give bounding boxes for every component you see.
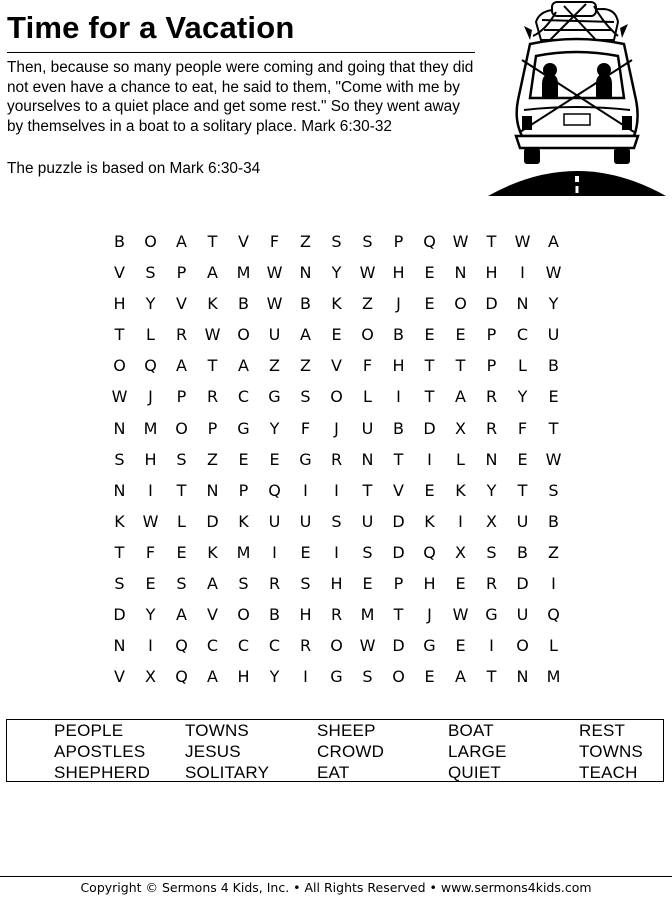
grid-letter[interactable]: Z [269,356,280,376]
grid-letter[interactable]: N [206,480,219,500]
grid-letter[interactable]: A [207,263,218,283]
grid-letter[interactable]: H [423,574,436,594]
grid-letter[interactable]: P [238,480,249,500]
grid-letter[interactable]: C [237,387,250,407]
grid-letter[interactable]: M [143,418,158,438]
grid-letter[interactable]: T [393,605,404,625]
grid-letter[interactable]: O [454,294,467,314]
grid-letter[interactable]: L [518,356,527,376]
grid-letter[interactable]: E [455,574,466,594]
grid-letter[interactable]: V [114,667,125,687]
grid-letter[interactable]: P [393,232,404,251]
grid-letter[interactable]: Q [423,542,436,562]
grid-letter[interactable]: W [266,294,283,314]
grid-letter[interactable]: M [236,263,251,283]
word-list-item: EAT [317,763,350,782]
grid-letter[interactable]: G [268,387,281,407]
word-list-item: JESUS [185,742,241,761]
grid-letter[interactable]: H [144,449,157,469]
word-list-item: LARGE [448,742,507,761]
grid-letter[interactable]: I [148,636,153,656]
grid-letter[interactable]: I [458,511,463,531]
grid-letter[interactable]: B [393,325,404,345]
grid-letter[interactable]: U [547,325,560,345]
grid-letter[interactable]: I [551,574,556,594]
grid-letter[interactable]: W [266,263,283,283]
grid-letter[interactable]: B [548,356,559,376]
grid-letter[interactable]: G [423,636,436,656]
grid-letter[interactable]: R [485,387,498,407]
grid-letter[interactable]: T [455,356,466,376]
grid-letter[interactable]: E [455,636,466,656]
grid-letter[interactable]: C [237,636,250,656]
grid-letter[interactable]: N [299,263,312,283]
grid-letter[interactable]: Y [145,605,156,625]
grid-letter[interactable]: A [207,574,218,594]
grid-letter[interactable]: T [486,232,497,251]
word-list-item: QUIET [448,763,501,782]
grid-letter[interactable]: W [142,511,159,531]
grid-letter[interactable]: N [113,636,126,656]
grid-letter[interactable]: S [486,542,497,562]
grid-letter[interactable]: D [516,574,529,594]
grid-letter[interactable]: R [330,449,343,469]
grid-letter[interactable]: V [331,356,342,376]
grid-letter[interactable]: C [268,636,281,656]
grid-letter[interactable]: F [362,356,373,376]
grid-letter[interactable]: K [424,511,435,531]
grid-letter[interactable]: X [455,542,466,562]
grid-letter[interactable]: Y [269,418,280,438]
grid-letter[interactable]: O [392,667,405,687]
grid-letter[interactable]: I [396,387,401,407]
grid-letter[interactable]: G [299,449,312,469]
grid-letter[interactable]: K [331,294,342,314]
grid-letter[interactable]: X [455,418,466,438]
grid-letter[interactable]: T [517,480,528,500]
word-list-item: TEACH [579,763,638,782]
word-list-box [6,719,664,782]
grid-letter[interactable]: D [485,294,498,314]
car-with-luggage-icon [486,0,668,200]
grid-letter[interactable]: E [424,263,435,283]
grid-letter[interactable]: Y [548,294,559,314]
grid-letter[interactable]: O [175,418,188,438]
grid-letter[interactable]: T [207,232,218,251]
grid-letter[interactable]: E [269,449,280,469]
grid-letter[interactable]: A [548,232,559,251]
grid-letter[interactable]: Z [548,542,559,562]
word-list-item: BOAT [448,721,494,740]
word-list-item: REST [579,721,626,740]
grid-letter[interactable]: Y [269,667,280,687]
grid-letter[interactable]: A [238,356,249,376]
grid-letter[interactable]: E [145,574,156,594]
grid-letter[interactable]: D [392,636,405,656]
grid-letter[interactable]: E [424,325,435,345]
grid-letter[interactable]: Y [517,387,528,407]
word-list-item: SHEPHERD [54,763,151,782]
grid-letter[interactable]: A [300,325,311,345]
grid-letter[interactable]: W [452,232,469,251]
grid-letter[interactable]: D [392,542,405,562]
word-list-item: SHEEP [317,721,376,740]
grid-letter[interactable]: K [114,511,125,531]
grid-letter[interactable]: G [237,418,250,438]
grid-letter[interactable]: E [424,480,435,500]
grid-letter[interactable]: H [237,667,250,687]
grid-letter[interactable]: T [176,480,187,500]
grid-letter[interactable]: B [548,511,559,531]
grid-letter[interactable]: H [330,574,343,594]
word-list-item: PEOPLE [54,721,124,740]
grid-letter[interactable]: J [334,418,339,438]
grid-letter[interactable]: B [300,294,311,314]
grid-letter[interactable]: T [362,480,373,500]
grid-letter[interactable]: I [303,480,308,500]
grid-letter[interactable]: R [268,574,281,594]
grid-letter[interactable]: E [300,542,311,562]
grid-letter[interactable]: F [269,232,280,251]
grid-letter[interactable]: E [331,325,342,345]
grid-letter[interactable]: W [111,387,128,407]
grid-letter[interactable]: I [148,480,153,500]
grid-letter[interactable]: U [516,605,529,625]
copyright-footer: Copyright © Sermons 4 Kids, Inc. • All Rights Reserved • www.sermons4kids.com [80,880,592,895]
grid-letter[interactable]: Q [175,667,188,687]
grid-letter[interactable]: G [485,605,498,625]
grid-letter[interactable]: U [268,325,281,345]
grid-letter[interactable]: E [548,387,559,407]
grid-letter[interactable]: O [237,605,250,625]
grid-letter[interactable]: Z [300,356,311,376]
grid-letter[interactable]: A [176,356,187,376]
grid-letter[interactable]: O [144,232,157,251]
grid-letter[interactable]: A [176,232,187,251]
puzzle-source-note: The puzzle is based on Mark 6:30-34 [7,160,261,177]
grid-letter[interactable]: E [176,542,187,562]
grid-letter[interactable]: E [362,574,373,594]
grid-letter[interactable]: V [114,263,125,283]
grid-letter[interactable]: P [393,574,404,594]
grid-letter[interactable]: A [176,605,187,625]
grid-letter[interactable]: L [549,636,558,656]
word-search-grid [104,230,569,696]
grid-letter[interactable]: T [114,325,125,345]
grid-letter[interactable]: B [269,605,280,625]
grid-letter[interactable]: C [206,636,219,656]
grid-letter[interactable]: Z [362,294,373,314]
word-list-item: APOSTLES [54,742,146,761]
grid-letter[interactable]: E [424,667,435,687]
grid-letter[interactable]: Z [207,449,218,469]
grid-letter[interactable]: O [237,325,250,345]
grid-letter[interactable]: H [485,263,498,283]
grid-letter[interactable]: R [206,387,219,407]
grid-letter[interactable]: R [175,325,188,345]
grid-letter[interactable]: Y [145,294,156,314]
grid-letter[interactable]: L [177,511,186,531]
grid-letter[interactable]: X [486,511,497,531]
footer-divider [0,876,672,877]
grid-letter[interactable]: T [393,449,404,469]
grid-letter[interactable]: H [113,294,126,314]
grid-letter[interactable]: W [514,232,531,251]
grid-letter[interactable]: U [299,511,312,531]
grid-letter[interactable]: F [145,542,156,562]
grid-letter[interactable]: S [176,574,187,594]
grid-letter[interactable]: S [114,574,125,594]
grid-letter[interactable]: T [424,387,435,407]
grid-letter[interactable]: W [359,263,376,283]
grid-letter[interactable]: B [114,232,125,251]
grid-letter[interactable]: H [299,605,312,625]
grid-letter[interactable]: S [300,387,311,407]
grid-letter[interactable]: S [362,542,373,562]
grid-letter[interactable]: S [331,511,342,531]
grid-letter[interactable]: T [114,542,125,562]
word-list-item: TOWNS [185,721,249,740]
grid-letter[interactable]: N [485,449,498,469]
grid-letter[interactable]: Q [423,232,436,251]
grid-letter[interactable]: Q [175,636,188,656]
grid-letter[interactable]: N [516,667,529,687]
grid-letter[interactable]: L [363,387,372,407]
grid-letter[interactable]: K [207,294,218,314]
grid-letter[interactable]: L [146,325,155,345]
grid-letter[interactable]: E [238,449,249,469]
grid-letter[interactable]: T [424,356,435,376]
grid-letter[interactable]: D [206,511,219,531]
grid-letter[interactable]: N [516,294,529,314]
grid-letter[interactable]: I [334,542,339,562]
grid-letter[interactable]: O [330,387,343,407]
grid-letter[interactable]: W [545,263,562,283]
grid-letter[interactable]: B [238,294,249,314]
grid-letter[interactable]: K [207,542,218,562]
grid-letter[interactable]: I [334,480,339,500]
word-list-item: TOWNS [579,742,643,761]
grid-letter[interactable]: P [176,263,187,283]
grid-letter[interactable]: P [486,325,497,345]
grid-letter[interactable]: O [361,325,374,345]
grid-letter[interactable]: P [207,418,218,438]
grid-letter[interactable]: I [303,667,308,687]
grid-letter[interactable]: S [331,232,342,251]
grid-letter[interactable]: K [238,511,249,531]
grid-letter[interactable]: B [393,418,404,438]
grid-letter[interactable]: I [272,542,277,562]
grid-letter[interactable]: Y [331,263,342,283]
grid-letter[interactable]: W [204,325,221,345]
grid-letter[interactable]: E [517,449,528,469]
grid-letter[interactable]: Q [144,356,157,376]
grid-letter[interactable]: T [207,356,218,376]
grid-letter[interactable]: K [455,480,466,500]
grid-letter[interactable]: H [392,263,405,283]
grid-letter[interactable]: H [392,356,405,376]
grid-letter[interactable]: N [113,418,126,438]
grid-letter[interactable]: C [516,325,529,345]
grid-letter[interactable]: V [238,232,249,251]
grid-letter[interactable]: I [489,636,494,656]
grid-letter[interactable]: S [362,232,373,251]
grid-letter[interactable]: F [517,418,528,438]
grid-letter[interactable]: R [330,605,343,625]
grid-letter[interactable]: A [455,387,466,407]
grid-letter[interactable]: G [330,667,343,687]
word-list-item: SOLITARY [185,763,270,782]
grid-letter[interactable]: W [545,449,562,469]
grid-letter[interactable]: S [548,480,559,500]
grid-letter[interactable]: P [176,387,187,407]
grid-letter[interactable]: Y [486,480,497,500]
grid-letter[interactable]: U [361,511,374,531]
grid-letter[interactable]: S [238,574,249,594]
grid-letter[interactable]: O [516,636,529,656]
scripture-verse: Then, because so many people were coming and going that they did not even have a chance to eat, he said to them, "Come with me by yourselves to a quiet place and get some rest." So they went away by themselves in a boat to a solitary place. Mark 6:30-32 [7,59,474,135]
grid-letter[interactable]: T [548,418,559,438]
grid-letter[interactable]: L [456,449,465,469]
grid-letter[interactable]: S [176,449,187,469]
grid-letter[interactable]: W [452,605,469,625]
grid-letter[interactable]: U [516,511,529,531]
grid-letter[interactable]: Z [300,232,311,251]
grid-letter[interactable]: Q [268,480,281,500]
grid-letter[interactable]: O [113,356,126,376]
grid-letter[interactable]: J [427,605,432,625]
grid-letter[interactable]: P [486,356,497,376]
grid-letter[interactable]: B [517,542,528,562]
grid-letter[interactable]: T [486,667,497,687]
grid-letter[interactable]: N [113,480,126,500]
grid-letter[interactable]: D [423,418,436,438]
grid-letter[interactable]: A [455,667,466,687]
grid-letter[interactable]: S [145,263,156,283]
title-divider [7,52,475,53]
grid-letter[interactable]: M [236,542,251,562]
grid-letter[interactable]: E [424,294,435,314]
grid-letter[interactable]: R [485,418,498,438]
grid-letter[interactable]: F [300,418,311,438]
grid-letter[interactable]: J [396,294,401,314]
grid-letter[interactable]: W [359,636,376,656]
grid-letter[interactable]: D [113,605,126,625]
grid-letter[interactable]: I [520,263,525,283]
grid-letter[interactable]: U [361,418,374,438]
grid-letter[interactable]: M [360,605,375,625]
grid-letter[interactable]: O [330,636,343,656]
grid-letter[interactable]: I [427,449,432,469]
grid-letter[interactable]: D [392,511,405,531]
grid-letter[interactable]: Q [547,605,560,625]
grid-letter[interactable]: S [300,574,311,594]
grid-letter[interactable]: R [485,574,498,594]
page-title: Time for a Vacation [7,10,295,45]
grid-letter[interactable]: R [299,636,312,656]
grid-letter[interactable]: E [455,325,466,345]
grid-letter[interactable]: M [546,667,561,687]
grid-letter[interactable]: U [268,511,281,531]
word-list-item: CROWD [317,742,385,761]
grid-letter[interactable]: V [393,480,404,500]
grid-letter[interactable]: X [145,667,156,687]
grid-letter[interactable]: V [207,605,218,625]
grid-letter[interactable]: S [114,449,125,469]
grid-letter[interactable]: A [207,667,218,687]
grid-letter[interactable]: S [362,667,373,687]
grid-letter[interactable]: N [454,263,467,283]
grid-letter[interactable]: V [176,294,187,314]
grid-letter[interactable]: J [148,387,153,407]
grid-letter[interactable]: N [361,449,374,469]
